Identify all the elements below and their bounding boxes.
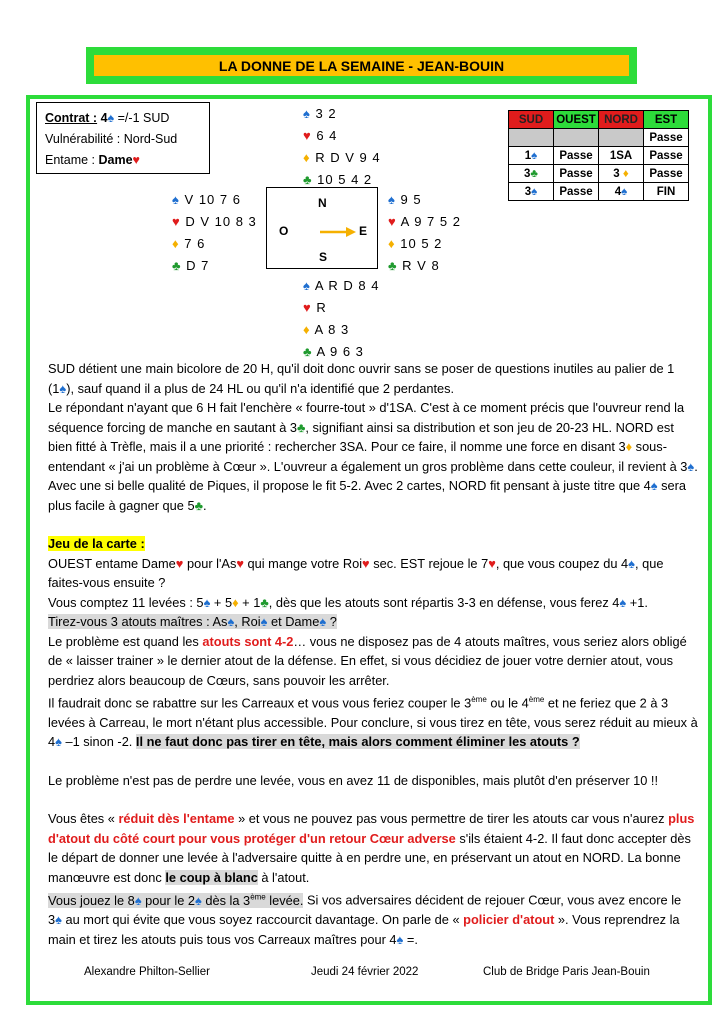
spade-icon: ♠ [227,614,235,629]
north-hand: ♠ 3 2 ♥ 6 4 ♦ R D V 9 4 ♣ 10 5 4 2 [303,106,381,187]
club-icon: ♣ [172,258,182,273]
compass-east: E [359,224,368,238]
heart-icon: ♥ [388,214,397,229]
page-title: LA DONNE DE LA SEMAINE - JEAN-BOUIN [94,55,629,76]
bid-header-sud: SUD [509,111,554,129]
club-icon: ♣ [530,167,538,180]
footer-date: Jeudi 24 février 2022 [311,966,419,978]
paragraph-bidding: Le répondant n'ayant que 6 H fait l'enchère « fourre-tout » d'1SA. C'est à ce moment précis que l'ouvreur rend la séquence forcing de manche en sautant à 3♣, signifiant ainsi sa distribution et son jeu de 20-23 HL. NORD est bien fitté à Trèfle, mais il a une priorité : rechercher 3SA. Pour ce faire, il nomme une force en disant 3♦ sous-entendant « j'ai un problème à Cœur ». L'ouvreur a également un gros problème dans cette couleur, il revient à 3♠. Avec une si belle qualité de Piques, il propose le fit 5-2. Avec 2 cartes, NORD fit pensant à juste titre que 4♠ sera plus facile à gagner que 5♣. [48,400,698,513]
spade-icon: ♠ [55,734,62,750]
spade-icon: ♠ [194,892,202,908]
club-icon: ♣ [260,594,269,610]
compass-south: S [319,250,328,264]
spade-icon: ♠ [396,931,404,947]
heart-icon: ♥ [303,128,312,143]
compass-west: O [279,224,289,238]
diamond-icon: ♦ [388,236,396,251]
spade-icon: ♠ [107,111,115,125]
bidding-table [508,110,689,201]
footer-author: Alexandre Philton-Sellier [84,966,210,978]
spade-icon: ♠ [628,555,635,571]
footer-club: Club de Bridge Paris Jean-Bouin [483,966,650,978]
spade-icon: ♠ [303,106,311,121]
play-highlight: Vous jouez le 8♠ pour le 2♠ dès la 3ème levée. [48,892,304,908]
spade-icon: ♠ [388,192,396,207]
spade-icon: ♠ [55,912,62,928]
club-icon: ♣ [297,419,306,435]
south-hand: ♠ A R D 8 4 ♥ R ♦ A 8 3 ♣ A 9 6 3 [303,278,380,359]
paragraph-play: Vous jouez le 8♠ pour le 2♠ dès la 3ème levée. Si vos adversaires décident de rejouer Cœur, vous avez encore le 3♠ au mort qui évite que vous soyez raccourcit davantage. On parle de « policier d'atout ». Vous reprendrez la main et tirez les atouts puis tous vos Carreaux maîtres pour 4♠ =. [48,892,682,947]
analysis-text [48,359,698,949]
contract-line: Contrat : 4♠ =/-1 SUD [45,111,170,125]
bid-header-nord: NORD [599,111,644,129]
paragraph-preserve: Le problème n'est pas de perdre une levée, vous en avez 11 de disponibles, mais plutôt d'en préserver 10 !! [48,772,659,788]
spade-icon: ♠ [619,594,627,610]
bidding-row: 1♠ Passe 1SA Passe [509,147,689,165]
title-banner [86,47,637,84]
spade-icon: ♠ [621,185,628,198]
heart-icon: ♥ [132,153,140,167]
spade-icon: ♠ [319,614,327,629]
heart-icon: ♥ [236,555,244,571]
club-icon: ♣ [303,344,313,359]
compass-north: N [318,196,327,210]
paragraph-problem: Le problème est quand les atouts sont 4-2… vous ne disposez pas de 4 atouts maîtres, vous seriez alors obligé de « laisser trainer » le dernier atout de la défense. En effet, si vous décidiez de jouer votre dernier atout, vous perdriez alors beaucoup de Cœurs, sans pouvoir les arrêter. [48,633,687,688]
paragraph-count: Vous comptez 11 levées : 5♠ + 5♦ + 1♣, dès que les atouts sont répartis 3-3 en défense, vous ferez 4♠ +1. Tirez-vous 3 atouts maîtres : As♠, Roi♠ et Dame♠ ? [48,594,648,629]
spade-icon: ♠ [303,278,311,293]
bidding-row: 3♠ Passe 4♠ FIN [509,183,689,201]
spade-icon: ♠ [260,614,268,629]
club-icon: ♣ [194,497,203,513]
bid-header-ouest: OUEST [554,111,599,129]
bidding-row: 3♣ Passe 3 ♦ Passe [509,165,689,183]
east-hand: ♠ 9 5 ♥ A 9 7 5 2 ♦ 10 5 2 ♣ R V 8 [388,192,461,273]
spade-icon: ♠ [531,185,538,198]
arrow-right-icon [320,226,356,238]
diamond-icon: ♦ [303,150,311,165]
spade-icon: ♠ [59,380,67,396]
diamond-icon: ♦ [232,594,239,610]
heart-icon: ♥ [175,555,184,571]
paragraph-solution: Vous êtes « réduit dès l'entame » et vous ne pouvez pas vous permettre de tirer les atouts car vous n'aurez plus d'atout du côté court pour vous protéger d'un retour Cœur adverse s'ils étaient 4-2. Il faut donc accepter dès le départ de donner une levée à l'adversaire quitte à en perdre une, en préservant un atout en NORD. La bonne manœuvre est donc le coup à blanc à l'atout. [48,811,695,885]
club-icon: ♣ [388,258,398,273]
heart-icon: ♥ [172,214,181,229]
compass-box [266,187,378,269]
heart-icon: ♥ [303,300,312,315]
diamond-icon: ♦ [172,236,180,251]
spade-icon: ♠ [531,149,538,162]
spade-icon: ♠ [687,458,695,474]
club-icon: ♣ [303,172,313,187]
paragraph-opening: SUD détient une main bicolore de 20 H, qu'il doit donc ouvrir sans se poser de questions inutiles au palier de 1 (1♠), sauf quand il a plus de 24 HL ou qu'il n'a identifié que 2 perdantes. [48,361,675,396]
diamond-icon: ♦ [625,439,633,454]
section-heading: Jeu de la carte : [48,536,145,551]
paragraph-lead: OUEST entame Dame♥ pour l'As♥ qui mange votre Roi♥ sec. EST rejoue le 7♥, que vous coupez du 4♠, que faites-vous ensuite ? [48,555,664,590]
spade-icon: ♠ [134,892,142,908]
diamond-icon: ♦ [303,322,311,337]
bidding-header-row [509,111,689,129]
heart-icon: ♥ [362,555,370,571]
west-hand: ♠ V 10 7 6 ♥ D V 10 8 3 ♦ 7 6 ♣ D 7 [172,192,257,273]
lead-line: Entame : Dame♥ [45,153,140,167]
bidding-row: Passe [509,129,689,147]
paragraph-diamonds: Il faudrait donc se rabattre sur les Carreaux et vous vous feriez couper le 3ème ou le 4ème et ne feriez que 2 à 3 levées à Carreau, le mort n'étant plus accessible. Pour conclure, si vous tirez en tête, vous serez réduit au mieux à 4♠ –1 sinon -2. Il ne faut donc pas tirer en tête, mais alors comment éliminer les atouts ? [48,695,698,750]
spade-icon: ♠ [650,478,658,493]
vulnerability: Vulnérabilité : Nord-Sud [45,132,178,146]
bid-header-est: EST [644,111,689,129]
diamond-icon: ♦ [622,167,629,180]
spade-icon: ♠ [172,192,180,207]
spade-icon: ♠ [203,594,211,610]
heart-icon: ♥ [488,555,496,571]
question-highlight: Tirez-vous 3 atouts maîtres : As♠, Roi♠ et Dame♠ ? [48,614,337,629]
contract-box [36,102,210,174]
